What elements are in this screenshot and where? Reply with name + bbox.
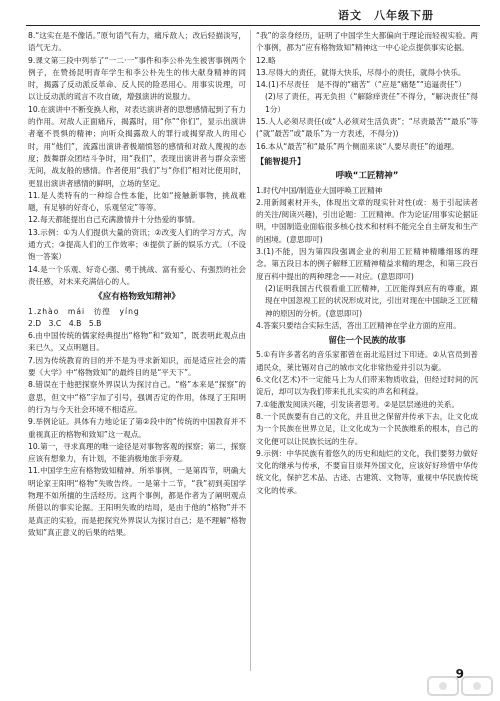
answer-paragraph: 7.①能激发阅读兴趣，引发读者思考。②是层层递进的关系。 [256, 399, 460, 409]
section-heading: 《应有格物致知精神》 [94, 292, 180, 303]
right-column [256, 30, 478, 497]
answer-paragraph: 1.时代/中国/制造业大国呼唤工匠精神 [256, 185, 383, 195]
answer-paragraph: 16.本从“最苦”和“最乐”两个侧面来谈“人要尽责任”的道理。 [256, 141, 459, 151]
answer-paragraph: 10.第一，寻求真理的唯一途径是对事物客观的探察；第二，探察应该有想象力，有计划，不能消极地旅手旁观。 [28, 441, 246, 464]
answer-paragraph: 9.举例论证。具体有力地论证了第②段中的“传统的中国教育并不重视真正的格物和致知”这一观点。 [28, 417, 246, 439]
section-heading: 留住一个民族的故事 [328, 336, 406, 347]
answer-paragraph: 5.①有许多著名的音乐家都曾在南北巡回过下印迹。②从官员到普通民众，莱比锡对自己的城市文化非常热爱并引以为豪。 [256, 350, 478, 372]
answer-paragraph: 12.略 [256, 55, 276, 65]
section-tag: 【能智提升】 [256, 155, 306, 166]
answer-paragraph: 11.中国学生应有格物致知精神。所举事例，一是第四节，明确大明论家王阳明“格物”失败告终。一是第十二节，“我”初到美国学物理不如所擅的生活经历。这两个事例，都是作者为了阐明观点所借以的事实论据。王阳明失败的结局，是由于他的“格物”并不是真正的实验，而是把探究外界误认为探讨自己；是不理解“格物致知”真正意义的后果的结果。 [28, 466, 246, 537]
answer-paragraph: (2)尽了责任，再无负担（“解除痒责任”不得分，“解决责任”得1分） [265, 92, 478, 114]
answer-paragraph: 13.尽得大的责任，就得大快乐，尽得小的责任，就得小快乐。 [256, 67, 466, 77]
header-rule [26, 25, 480, 26]
answer-paragraph: 2.用新闻素材开头，体现出文章的现实针对性(或：易于引起读者的关注/阅读兴趣)，引出论题：工匠精神。作为论证/用事实论据证明，中国制造业面临很多核心技术和材料不能完全自主研发和生产的困境。(意思即可) [256, 197, 478, 244]
section-heading: 呼唤“工匠精神” [335, 171, 399, 182]
answer-paragraph: 8.错误在于他把探察外界误认为探讨自己。“格”本来是“探察”的意思，但文中“格”字加了引号，强调否定的作用，体现了王阳明的行为与今天社会环境不相适应。 [28, 380, 246, 414]
answer-paragraph: 8.“这实在是不像话。”原句语气有力，痛斥敌人；改后轻描淡写，语气无力。 [28, 31, 246, 53]
answer-paragraph: 8.一个民族要有自己的文化，并且世之保留并传承下去，让文化成为一个民族在世界立足，让文化成为一个民族维系的根本，自己的文化便可以让民族长远的生存。 [256, 411, 478, 446]
answer-paragraph: 1.zhào mái 彷徨 yíng [28, 306, 140, 316]
answer-paragraph: 3.(1)不能，因为第四段强调企业的利用工匠精神精雕细琢的理念。第五段日本的例子解释工匠精神精益求精的理念，和第三段百度百科中提出的两种理念——对应。(意思即可) [256, 247, 478, 281]
answer-paragraph: “我”的亲身经历，证明了中国学生大都偏向于理论而轻视实验。两个事例，都为“应有格物致知”精神这一中心论点提供事实论据。 [256, 31, 478, 53]
answer-paragraph: 13.示例：①为人们提供大量的资讯；②改变人们的学习方式，沟通方式；③提高人们的工作效率；④提供了新的娱乐方式。（不设饱一答案） [28, 227, 246, 262]
answer-paragraph: (2)证明我国古代很看重工匠精神，工匠能得到应有的尊重，跟现在中国忽视工匠的状况形成对比，引出对现在中国缺乏工匠精神的原因的分析。(意思即可) [265, 283, 478, 318]
answer-paragraph: 7.因为传统教育的目的并不是为寻求新知识，而是适应社会的需要《大学》中“格物致知”的最终目的是“平天下”。 [28, 355, 246, 378]
answer-paragraph: 11.是人类特有的一种综合性本能，比如“接触新事物，挑战难题，有足够的好奇心，乐观坚定”等等。 [28, 190, 246, 213]
answer-paragraph: 6.由中国传统的儒家经典提出“格物”和“致知”，既表明此观点由来已久，又点明题目。 [28, 331, 246, 353]
watermark-logo-icon [426, 673, 496, 699]
answer-paragraph: 14.是一个乐观、好奇心强、勇于挑战、富有爱心、有强烈的社会责任感，对未来充满信心的人。 [28, 264, 246, 286]
answer-paragraph: 4.答案只要结合实际生活，答出工匠精神在学业方面的应用。 [256, 320, 461, 330]
page-header [0, 6, 500, 22]
answer-paragraph: 2.D 3.C 4.B 5.B [28, 318, 102, 328]
answer-paragraph: 15.人人必须尽责任(或“人必须对生活负责”；“尽责最苦”“最乐”等(“就”最苦”或“最乐”为一方表述，不得分)) [256, 117, 478, 139]
left-column [28, 30, 246, 539]
answer-paragraph: 6.文化(艺术)不一定能马上为人们带来物质收益，但经过时间的沉淀后，却可以为我们带来扎扎实实的声名和利益。 [256, 375, 478, 397]
answer-paragraph: 14.(1)不尽责任 是不得的“痛苦”（“应是“痛楚”“追逼责任”） [256, 80, 466, 90]
answer-paragraph: 9.示例：中华民族有着悠久的历史和灿烂的文化，我们要努力做好文化的继承与传承，不要盲目崇拜外国文化，应该好好珍惜中华传统文化，保护艺术品、古迹、古建筑、文物等，重视中华民族传统文化的传承。 [256, 448, 478, 495]
answer-paragraph: 12.每天都能提出自己充满激情并十分热爱的事情。 [28, 215, 200, 225]
answer-paragraph: 9.课文第三段中列举了“一二·一”事件和李公朴先生被害事例两个例子，在赞扬昆明青年学生和李公朴先生的伟大献身精神的同时，揭露了反动派反革命、反人民的险恶用心。用事实说理，可以让反动派的谎言不攻自破，增强演讲的说服力。 [28, 55, 246, 102]
page-number: 9 [455, 667, 464, 681]
column-divider [250, 30, 251, 671]
book-title: 语文 八年级下册 [338, 9, 434, 22]
answer-paragraph: 10.在演讲中不断变换人称，对表达演讲者的思想感情起到了有力的作用。对敌人正面痛斥，揭露时，用“你”“你们”，显示出演讲者毫不畏惧的精神；向听众揭露敌人的罪行或揭穿敌人的用心时，用“他们”，流露出演讲者极端愤怒的感情和对敌人蔑视的态度；鼓舞群众团结斗争时，用“我们”，表现出演讲者与群众亲密无间，战友般的感情。作者使用“我们”与“你们”相对比使用时，更显出演讲者感情的鲜明，立场的坚定。 [28, 104, 246, 188]
